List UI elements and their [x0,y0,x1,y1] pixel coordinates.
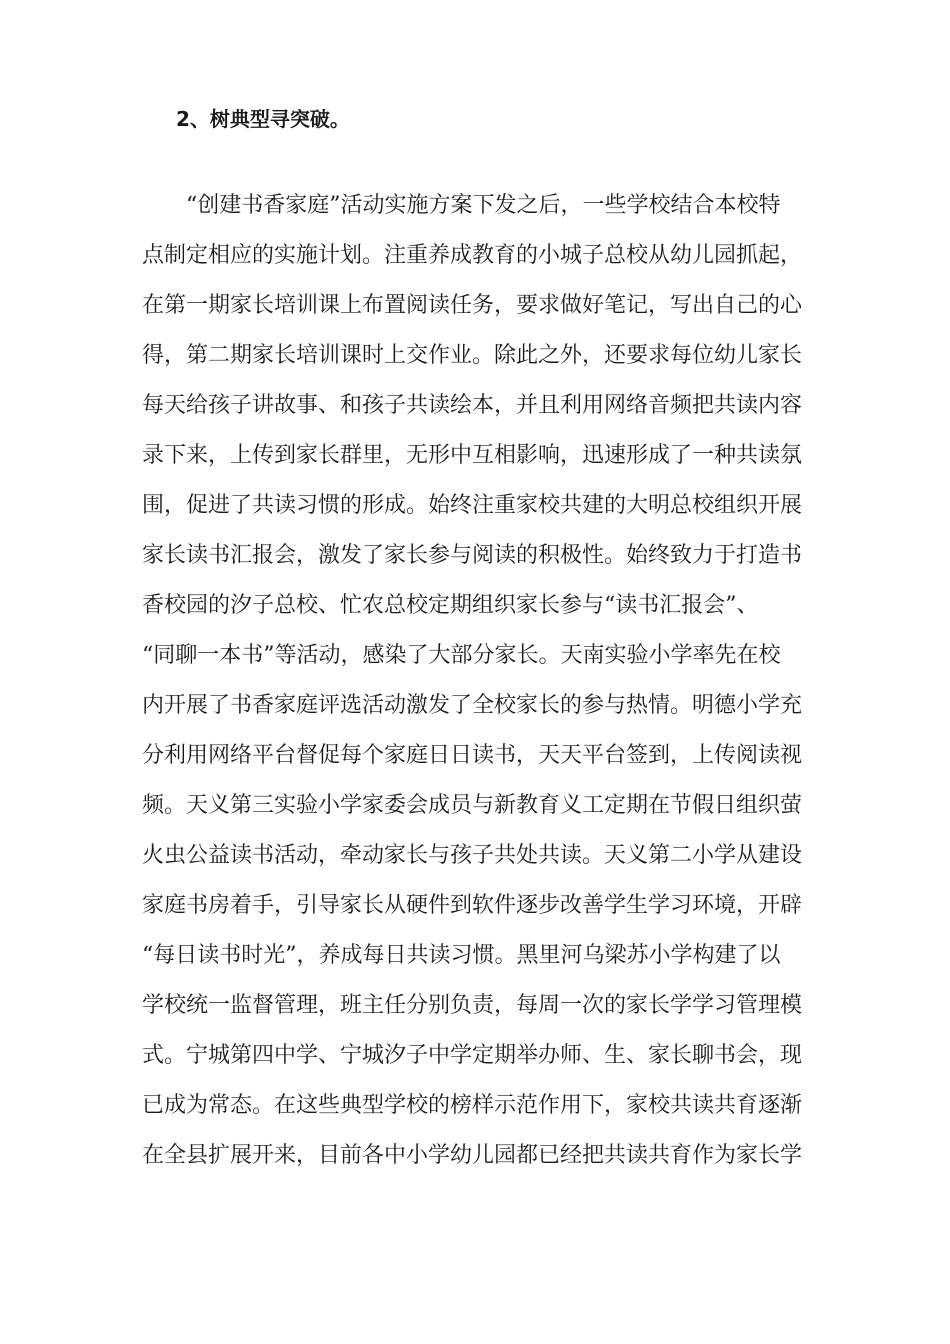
paragraph-line: 式。宁城第四中学、宁城汐子中学定期举办师、生、家长聊书会，现 [142,1043,803,1068]
paragraph-line: “每日读书时光”，养成每日共读习惯。黑里河乌梁苏小学构建了以 [142,943,781,968]
paragraph-line: 得，第二期家长培训课时上交作业。除此之外，还要求每位幼儿家长 [142,343,803,368]
paragraph-line: 点制定相应的实施计划。注重养成教育的小城子总校从幼儿园抓起， [142,243,803,268]
paragraph-line: 内开展了书香家庭评选活动激发了全校家长的参与热情。明德小学充 [142,693,803,718]
paragraph-line: 在第一期家长培训课上布置阅读任务，要求做好笔记，写出自己的心 [142,293,803,318]
paragraph-line: 每天给孩子讲故事、和孩子共读绘本，并且利用网络音频把共读内容 [142,393,803,418]
paragraph-line: 香校园的汐子总校、忙农总校定期组织家长参与“读书汇报会”、 [142,593,759,618]
section-heading: 2、树典型寻突破。 [176,107,350,131]
paragraph-line: “同聊一本书”等活动，感染了大部分家长。天南实验小学率先在校 [142,643,781,668]
paragraph-line: 在全县扩展开来，目前各中小学幼儿园都已经把共读共育作为家长学 [142,1143,803,1168]
paragraph-line: 家庭书房着手，引导家长从硬件到软件逐步改善学生学习环境，开辟 [142,893,803,918]
paragraph-line: 频。天义第三实验小学家委会成员与新教育义工定期在节假日组织萤 [142,793,803,818]
paragraph-line: 分利用网络平台督促每个家庭日日读书，天天平台签到，上传阅读视 [142,743,803,768]
paragraph-line: 学校统一监督管理，班主任分别负责，每周一次的家长学学习管理模 [142,993,803,1018]
paragraph-line: 家长读书汇报会，激发了家长参与阅读的积极性。始终致力于打造书 [142,543,803,568]
paragraph-line: “创建书香家庭”活动实施方案下发之后，一些学校结合本校特 [186,193,781,218]
paragraph-line: 围，促进了共读习惯的形成。始终注重家校共建的大明总校组织开展 [142,493,803,518]
paragraph-line: 录下来，上传到家长群里，无形中互相影响，迅速形成了一种共读氛 [142,443,803,468]
body-paragraph [142,181,822,1181]
paragraph-line: 已成为常态。在这些典型学校的榜样示范作用下，家校共读共育逐渐 [142,1093,803,1118]
paragraph-line: 火虫公益读书活动，牵动家长与孩子共处共读。天义第二小学从建设 [142,843,803,868]
